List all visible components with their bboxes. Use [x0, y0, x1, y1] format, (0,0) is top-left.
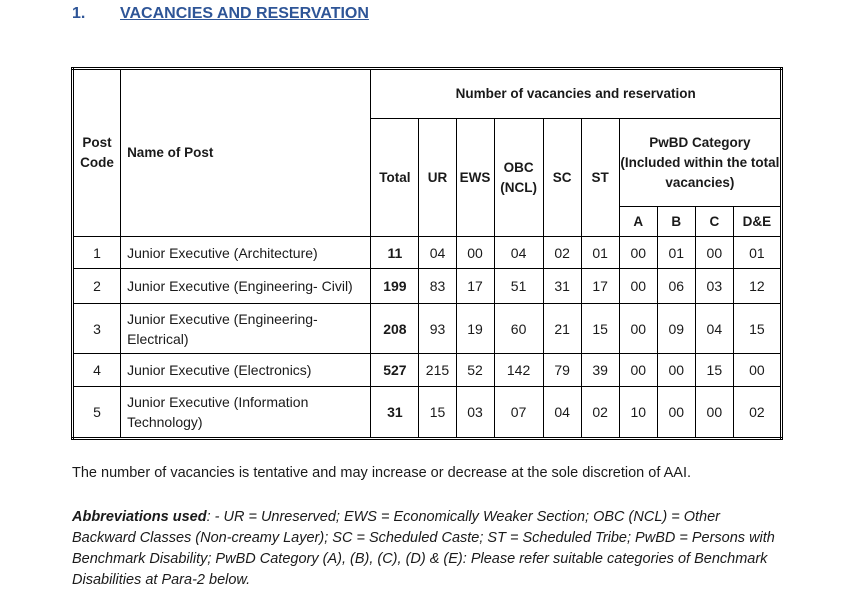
- cell-code: 3: [73, 304, 121, 354]
- cell-name: Junior Executive (Electronics): [121, 354, 371, 387]
- cell-obc: 51: [494, 269, 543, 304]
- table-row: [73, 237, 782, 269]
- header-total: Total: [371, 119, 419, 237]
- cell-name: Junior Executive (Information Technology): [121, 387, 371, 439]
- header-name-of-post: Name of Post: [121, 69, 371, 237]
- cell-a: 00: [619, 304, 657, 354]
- cell-ur: 215: [419, 354, 456, 387]
- cell-c: 15: [695, 354, 733, 387]
- cell-sc: 79: [543, 354, 581, 387]
- header-pwbd-a: A: [619, 207, 657, 237]
- cell-ews: 19: [456, 304, 494, 354]
- cell-b: 01: [657, 237, 695, 269]
- abbreviations-text: : - UR = Unreserved; EWS = Economically Weaker Section; OBC (NCL) = Other Backward Classes (Non-creamy Layer); SC = Scheduled Caste; ST = Scheduled Tribe; PwBD = Persons with Benchmark Disability; PwBD Category (A), (B), (C), (D) & (E): Please refer suitable categories of Benchmark Disabilities at Para-2 below.: [72, 509, 775, 588]
- abbreviations-label: Abbreviations used: [72, 509, 207, 525]
- cell-c: 00: [695, 237, 733, 269]
- cell-name: Junior Executive (Engineering- Electrical): [121, 304, 371, 354]
- cell-ews: 03: [456, 387, 494, 439]
- cell-sc: 31: [543, 269, 581, 304]
- cell-code: 1: [73, 237, 121, 269]
- cell-sc: 21: [543, 304, 581, 354]
- header-vacancy-group: Number of vacancies and reservation: [371, 69, 782, 119]
- cell-obc: 60: [494, 304, 543, 354]
- cell-de: 12: [733, 269, 781, 304]
- cell-a: 00: [619, 354, 657, 387]
- cell-de: 02: [733, 387, 781, 439]
- section-title: VACANCIES AND RESERVATION: [120, 5, 369, 22]
- vacancy-table: [71, 67, 783, 440]
- cell-code: 2: [73, 269, 121, 304]
- cell-total: 199: [371, 269, 419, 304]
- cell-ews: 00: [456, 237, 494, 269]
- cell-st: 01: [581, 237, 619, 269]
- cell-ur: 83: [419, 269, 456, 304]
- header-post-code: Post Code: [73, 69, 121, 237]
- cell-sc: 02: [543, 237, 581, 269]
- cell-de: 01: [733, 237, 781, 269]
- cell-code: 4: [73, 354, 121, 387]
- cell-code: 5: [73, 387, 121, 439]
- cell-ews: 17: [456, 269, 494, 304]
- header-pwbd-b: B: [657, 207, 695, 237]
- cell-b: 00: [657, 387, 695, 439]
- table-row: [73, 387, 782, 439]
- header-pwbd-c: C: [695, 207, 733, 237]
- cell-name: Junior Executive (Engineering- Civil): [121, 269, 371, 304]
- cell-ur: 04: [419, 237, 456, 269]
- header-st: ST: [581, 119, 619, 237]
- header-pwbd: PwBD Category (Included within the total vacancies): [619, 119, 781, 207]
- cell-total: 31: [371, 387, 419, 439]
- cell-b: 00: [657, 354, 695, 387]
- cell-ur: 15: [419, 387, 456, 439]
- cell-sc: 04: [543, 387, 581, 439]
- cell-b: 09: [657, 304, 695, 354]
- header-obc: OBC (NCL): [494, 119, 543, 237]
- table-row: [73, 304, 782, 354]
- cell-de: 15: [733, 304, 781, 354]
- cell-c: 04: [695, 304, 733, 354]
- cell-st: 02: [581, 387, 619, 439]
- cell-st: 39: [581, 354, 619, 387]
- cell-total: 527: [371, 354, 419, 387]
- cell-name: Junior Executive (Architecture): [121, 237, 371, 269]
- section-number: 1.: [72, 5, 86, 22]
- cell-a: 00: [619, 237, 657, 269]
- cell-obc: 07: [494, 387, 543, 439]
- cell-st: 15: [581, 304, 619, 354]
- cell-b: 06: [657, 269, 695, 304]
- cell-obc: 142: [494, 354, 543, 387]
- header-ur: UR: [419, 119, 456, 237]
- cell-a: 00: [619, 269, 657, 304]
- header-pwbd-de: D&E: [733, 207, 781, 237]
- cell-ur: 93: [419, 304, 456, 354]
- header-ews: EWS: [456, 119, 494, 237]
- section-heading: [72, 5, 369, 23]
- header-sc: SC: [543, 119, 581, 237]
- cell-c: 00: [695, 387, 733, 439]
- vacancy-note: The number of vacancies is tentative and may increase or decrease at the sole discretion of AAI.: [72, 465, 691, 481]
- cell-total: 208: [371, 304, 419, 354]
- cell-a: 10: [619, 387, 657, 439]
- cell-total: 11: [371, 237, 419, 269]
- table-row: [73, 354, 782, 387]
- abbreviations-paragraph: [72, 507, 784, 591]
- cell-ews: 52: [456, 354, 494, 387]
- cell-obc: 04: [494, 237, 543, 269]
- cell-c: 03: [695, 269, 733, 304]
- cell-st: 17: [581, 269, 619, 304]
- cell-de: 00: [733, 354, 781, 387]
- table-row: [73, 269, 782, 304]
